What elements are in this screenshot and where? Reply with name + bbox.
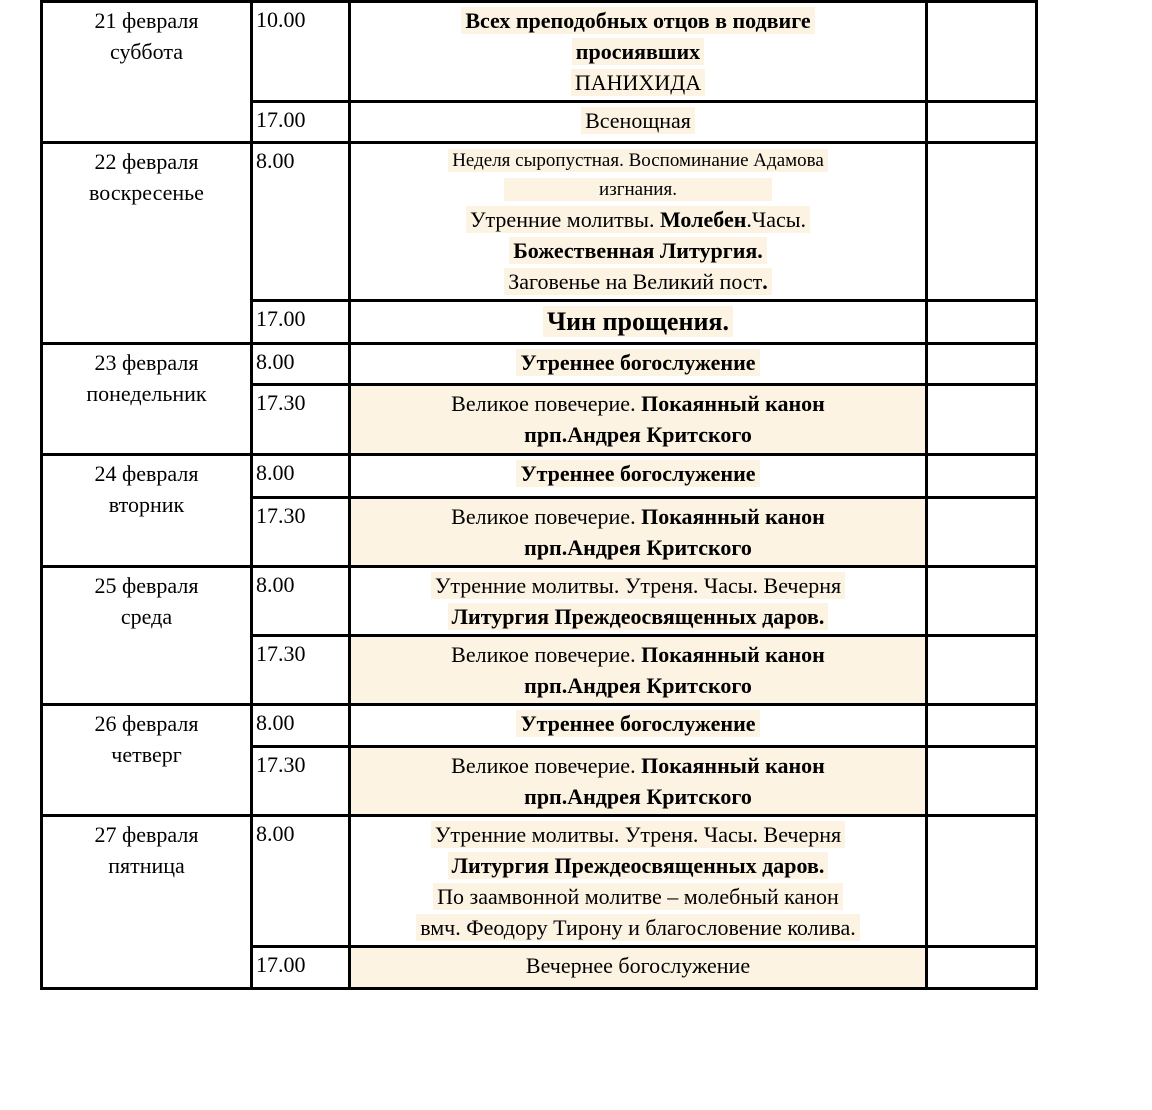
notes-cell — [927, 747, 1037, 816]
service-line — [354, 819, 922, 850]
service-text: прп.Андрея Критского — [524, 422, 752, 447]
service-text: Покаянный канон — [641, 642, 825, 667]
notes-cell — [927, 498, 1037, 567]
text-highlight — [433, 883, 843, 910]
service-text: Утреннее богослужение — [520, 350, 756, 375]
service-line — [354, 670, 922, 701]
time-text: 8.00 — [256, 821, 295, 846]
text-highlight — [448, 149, 828, 172]
notes-cell — [927, 567, 1037, 636]
service-line — [354, 639, 922, 670]
notes-cell — [927, 344, 1037, 385]
service-cell — [350, 2, 927, 102]
weekday-text: суббота — [110, 39, 183, 64]
table-row — [42, 344, 1037, 385]
schedule-table — [40, 0, 1038, 990]
time-cell — [252, 816, 350, 947]
service-cell — [350, 636, 927, 705]
service-line — [354, 105, 922, 136]
time-text: 17.00 — [256, 107, 306, 132]
date-cell — [42, 2, 252, 143]
text-highlight — [448, 852, 829, 879]
text-highlight — [516, 349, 759, 376]
time-cell — [252, 567, 350, 636]
date-cell — [42, 344, 252, 455]
service-cell — [350, 705, 927, 747]
notes-cell — [927, 301, 1037, 344]
weekday-text: понедельник — [86, 381, 207, 406]
service-line — [354, 532, 922, 563]
service-cell — [350, 102, 927, 143]
service-line — [354, 204, 922, 235]
service-cell — [350, 344, 927, 385]
table-row — [42, 567, 1037, 636]
time-cell — [252, 747, 350, 816]
weekday-text: воскресенье — [89, 180, 204, 205]
service-line — [354, 850, 922, 881]
notes-cell — [927, 816, 1037, 947]
notes-cell — [927, 636, 1037, 705]
date-text: 23 февраля — [94, 350, 199, 375]
time-text: 17.30 — [256, 641, 306, 666]
service-line — [354, 347, 922, 378]
service-line — [354, 388, 922, 419]
service-text: Утреннее богослужение — [520, 711, 756, 736]
time-cell — [252, 385, 350, 455]
service-text: Великое повечерие. — [451, 753, 642, 778]
text-highlight — [571, 69, 705, 96]
time-cell — [252, 498, 350, 567]
service-line — [354, 266, 922, 297]
text-highlight — [516, 460, 759, 487]
text-highlight — [504, 178, 772, 201]
service-text: прп.Андрея Критского — [524, 673, 752, 698]
service-line — [354, 501, 922, 532]
service-line — [354, 458, 922, 489]
text-highlight — [431, 572, 845, 599]
table-row — [42, 143, 1037, 301]
service-line — [354, 175, 922, 204]
time-cell — [252, 2, 350, 102]
notes-cell — [927, 947, 1037, 989]
service-cell — [350, 301, 927, 344]
service-line — [354, 950, 922, 981]
service-text: По заамвонной молитве – молебный канон — [437, 884, 839, 909]
service-line — [354, 601, 922, 632]
notes-cell — [927, 705, 1037, 747]
text-highlight — [581, 107, 695, 134]
date-cell — [42, 567, 252, 705]
service-cell — [350, 455, 927, 498]
service-text: Покаянный канон — [641, 391, 825, 416]
service-line — [354, 5, 922, 36]
service-text: Всенощная — [585, 108, 691, 133]
text-highlight — [461, 7, 814, 34]
weekday-text: четверг — [111, 742, 182, 767]
time-cell — [252, 636, 350, 705]
service-line — [354, 881, 922, 912]
service-text: Великое повечерие. — [451, 504, 642, 529]
service-cell — [350, 498, 927, 567]
service-line — [354, 750, 922, 781]
time-cell — [252, 455, 350, 498]
text-highlight — [509, 237, 767, 264]
notes-cell — [927, 385, 1037, 455]
time-text: 8.00 — [256, 349, 295, 374]
time-cell — [252, 344, 350, 385]
table-row — [42, 455, 1037, 498]
service-text: Утреннее богослужение — [520, 461, 756, 486]
document-body — [40, 0, 1038, 990]
service-text: ПАНИХИДА — [574, 70, 702, 95]
time-cell — [252, 947, 350, 989]
date-cell — [42, 705, 252, 816]
table-row — [42, 816, 1037, 947]
date-cell — [42, 143, 252, 344]
service-text: Покаянный канон — [641, 504, 825, 529]
date-cell — [42, 816, 252, 989]
service-cell — [350, 947, 927, 989]
time-cell — [252, 143, 350, 301]
time-text: 10.00 — [256, 7, 306, 32]
service-line — [354, 235, 922, 266]
service-text: Чин прощения. — [547, 307, 729, 336]
notes-cell — [927, 143, 1037, 301]
service-line — [354, 570, 922, 601]
weekday-text: пятница — [108, 853, 185, 878]
time-text: 8.00 — [256, 148, 295, 173]
service-cell — [350, 567, 927, 636]
date-text: 27 февраля — [94, 822, 199, 847]
table-row — [42, 2, 1037, 102]
service-text: Божественная Литургия. — [513, 238, 763, 263]
service-cell — [350, 816, 927, 947]
text-highlight — [543, 306, 733, 337]
service-text: Заговенье на Великий пост — [508, 269, 763, 294]
service-text: прп.Андрея Критского — [524, 784, 752, 809]
service-text: изгнания. — [599, 179, 677, 200]
service-line — [354, 36, 922, 67]
service-text: Покаянный канон — [641, 753, 825, 778]
date-text: 21 февраля — [94, 8, 199, 33]
service-line — [354, 419, 922, 450]
service-text: Молебен — [659, 207, 747, 232]
text-highlight — [431, 821, 845, 848]
text-highlight — [416, 914, 860, 941]
service-text: вмч. Феодору Тирону и благословение колива. — [420, 915, 856, 940]
service-text: Неделя сыропустная. Воспоминание Адамова — [452, 150, 824, 171]
service-line — [354, 912, 922, 943]
text-highlight — [466, 206, 810, 233]
text-highlight — [572, 38, 704, 65]
service-text: Великое повечерие. — [451, 642, 642, 667]
notes-cell — [927, 2, 1037, 102]
date-text: 25 февраля — [94, 573, 199, 598]
service-text: Вечернее богослужение — [525, 953, 751, 978]
service-text: Великое повечерие. — [451, 391, 642, 416]
service-text: Литургия Преждеосвященных даров. — [451, 853, 825, 878]
notes-cell — [927, 102, 1037, 143]
service-cell — [350, 385, 927, 455]
service-line — [354, 67, 922, 98]
service-text: .Часы. — [746, 207, 807, 232]
service-line — [354, 304, 922, 340]
weekday-text: вторник — [108, 492, 185, 517]
text-highlight — [448, 603, 829, 630]
service-text: просиявших — [575, 39, 701, 64]
time-text: 17.00 — [256, 306, 306, 331]
time-text: 8.00 — [256, 460, 295, 485]
text-highlight — [516, 710, 759, 737]
date-text: 26 февраля — [94, 711, 199, 736]
text-highlight — [504, 268, 772, 295]
service-line — [354, 146, 922, 175]
date-text: 22 февраля — [94, 149, 199, 174]
service-line — [354, 781, 922, 812]
table-row — [42, 705, 1037, 747]
service-line — [354, 708, 922, 739]
service-text: Утренние молитвы. — [469, 207, 660, 232]
time-text: 17.30 — [256, 503, 306, 528]
service-cell — [350, 747, 927, 816]
service-text: Всех преподобных отцов в подвиге — [465, 8, 811, 33]
service-text: . — [762, 269, 768, 294]
time-text: 8.00 — [256, 572, 295, 597]
time-text: 17.30 — [256, 752, 306, 777]
time-text: 17.30 — [256, 390, 306, 415]
notes-cell — [927, 455, 1037, 498]
service-text: Утренние молитвы. Утреня. Часы. Вечерня — [434, 822, 842, 847]
service-text: Литургия Преждеосвященных даров. — [451, 604, 825, 629]
time-cell — [252, 102, 350, 143]
date-text: 24 февраля — [94, 461, 199, 486]
service-text: прп.Андрея Критского — [524, 535, 752, 560]
time-cell — [252, 301, 350, 344]
time-text: 8.00 — [256, 710, 295, 735]
time-cell — [252, 705, 350, 747]
time-text: 17.00 — [256, 952, 306, 977]
service-text: Утренние молитвы. Утреня. Часы. Вечерня — [434, 573, 842, 598]
date-cell — [42, 455, 252, 567]
weekday-text: среда — [120, 604, 173, 629]
service-cell — [350, 143, 927, 301]
